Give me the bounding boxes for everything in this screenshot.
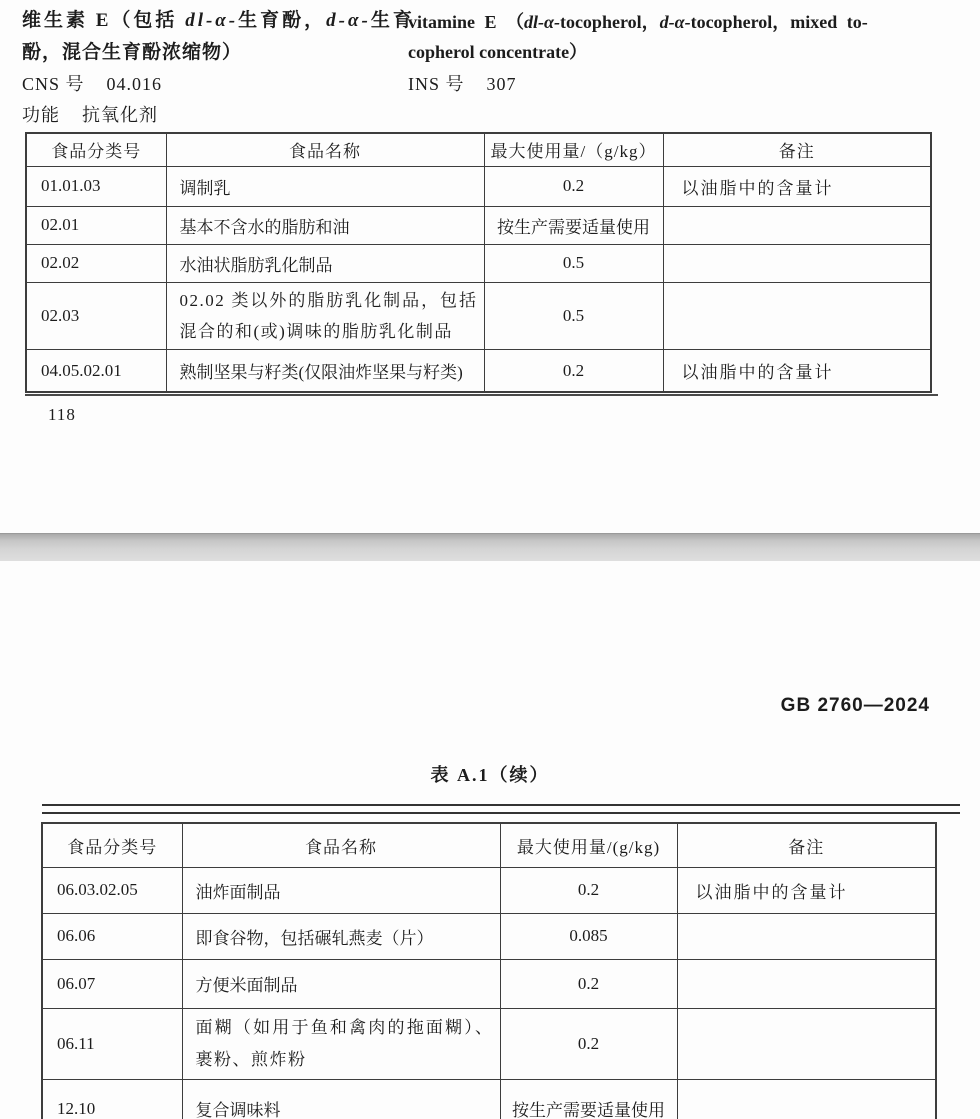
function-label: 功能 bbox=[22, 105, 60, 125]
table-row bbox=[42, 1079, 936, 1119]
max-usage: 按生产需要适量使用 bbox=[500, 1079, 677, 1119]
title-en-dl-alpha: dl-α- bbox=[524, 12, 560, 32]
title-cn-seg5: 生育 bbox=[370, 10, 415, 31]
additive-title-cn-line1 bbox=[22, 5, 415, 32]
column-header-max-usage: 最大使用量/(g/kg) bbox=[500, 823, 677, 867]
column-header-note: 备注 bbox=[677, 823, 936, 867]
max-usage: 按生产需要适量使用 bbox=[484, 206, 663, 244]
table-row bbox=[26, 350, 931, 392]
title-cn-seg1: 维生素 E（包括 bbox=[22, 10, 186, 31]
page-separator bbox=[0, 533, 980, 561]
note bbox=[663, 244, 931, 282]
food-category-code: 06.03.02.05 bbox=[42, 867, 182, 913]
title-en-seg5: tocopherol，mixed to- bbox=[690, 12, 868, 32]
title-en-d-alpha: d-α- bbox=[659, 12, 691, 32]
max-usage: 0.2 bbox=[484, 166, 663, 206]
ins-label: INS 号 bbox=[408, 74, 465, 94]
table-row bbox=[26, 166, 931, 206]
note bbox=[677, 959, 936, 1008]
table-row bbox=[42, 959, 936, 1008]
food-category-code: 06.06 bbox=[42, 913, 182, 959]
table-row bbox=[26, 282, 931, 350]
cns-number-line bbox=[22, 70, 162, 96]
food-name: 即食谷物，包括碾轧燕麦（片） bbox=[182, 913, 500, 959]
max-usage: 0.5 bbox=[484, 244, 663, 282]
table-title: 表 A.1（续） bbox=[430, 765, 550, 785]
title-cn-seg3: 生育酚， bbox=[238, 10, 327, 31]
note bbox=[677, 1008, 936, 1079]
food-name: 基本不含水的脂肪和油 bbox=[166, 206, 484, 244]
food-category-code: 12.10 bbox=[42, 1079, 182, 1119]
note bbox=[677, 1079, 936, 1119]
column-header-food-category: 食品分类号 bbox=[26, 133, 166, 166]
table-row bbox=[42, 1008, 936, 1079]
food-name: 方便米面制品 bbox=[182, 959, 500, 1008]
food-category-code: 04.05.02.01 bbox=[26, 350, 166, 392]
food-category-code: 01.01.03 bbox=[26, 166, 166, 206]
note: 以油脂中的含量计 bbox=[677, 867, 936, 913]
additive-title-en-line1 bbox=[408, 8, 972, 34]
max-usage: 0.085 bbox=[500, 913, 677, 959]
usage-table-page119 bbox=[41, 822, 937, 1119]
food-name: 调制乳 bbox=[166, 166, 484, 206]
column-header-max-usage: 最大使用量/（g/kg） bbox=[484, 133, 663, 166]
column-header-food-name: 食品名称 bbox=[166, 133, 484, 166]
note bbox=[663, 206, 931, 244]
max-usage: 0.2 bbox=[484, 350, 663, 392]
food-name: 熟制坚果与籽类(仅限油炸坚果与籽类) bbox=[166, 350, 484, 392]
page-footer-rule bbox=[25, 394, 938, 396]
additive-title-en-line2: copherol concentrate） bbox=[408, 42, 588, 62]
food-name: 02.02 类以外的脂肪乳化制品，包括混合的和(或)调味的脂肪乳化制品 bbox=[166, 282, 484, 350]
page-number: 118 bbox=[48, 405, 76, 424]
ins-number-line bbox=[408, 70, 517, 96]
food-name: 水油状脂肪乳化制品 bbox=[166, 244, 484, 282]
note: 以油脂中的含量计 bbox=[663, 166, 931, 206]
table-header-row bbox=[42, 823, 936, 867]
column-header-food-category: 食品分类号 bbox=[42, 823, 182, 867]
additive-title-cn-line2: 酚，混合生育酚浓缩物） bbox=[22, 42, 243, 63]
note bbox=[677, 913, 936, 959]
standard-code: GB 2760—2024 bbox=[780, 695, 930, 716]
title-en-seg1: vitamine E （ bbox=[408, 12, 524, 32]
note: 以油脂中的含量计 bbox=[663, 350, 931, 392]
table-row bbox=[26, 244, 931, 282]
usage-table-page118 bbox=[25, 132, 932, 393]
cns-label: CNS 号 bbox=[22, 74, 85, 94]
food-category-code: 06.07 bbox=[42, 959, 182, 1008]
food-name: 复合调味料 bbox=[182, 1079, 500, 1119]
function-line bbox=[22, 101, 158, 127]
note bbox=[663, 282, 931, 350]
title-cn-dl-alpha: dl-α- bbox=[185, 10, 239, 31]
title-cn-d-alpha: d-α- bbox=[326, 10, 371, 31]
food-category-code: 02.02 bbox=[26, 244, 166, 282]
max-usage: 0.2 bbox=[500, 959, 677, 1008]
food-category-code: 02.01 bbox=[26, 206, 166, 244]
cns-value: 04.016 bbox=[106, 74, 163, 94]
table-row bbox=[42, 913, 936, 959]
ins-value: 307 bbox=[486, 74, 517, 94]
max-usage: 0.2 bbox=[500, 867, 677, 913]
max-usage: 0.5 bbox=[484, 282, 663, 350]
food-category-code: 02.03 bbox=[26, 282, 166, 350]
food-category-code: 06.11 bbox=[42, 1008, 182, 1079]
column-header-note: 备注 bbox=[663, 133, 931, 166]
food-name: 面糊（如用于鱼和禽肉的拖面糊）、裹粉、煎炸粉 bbox=[182, 1008, 500, 1079]
function-value: 抗氧化剂 bbox=[82, 105, 158, 125]
table-header-row bbox=[26, 133, 931, 166]
column-header-food-name: 食品名称 bbox=[182, 823, 500, 867]
max-usage: 0.2 bbox=[500, 1008, 677, 1079]
table-row bbox=[42, 867, 936, 913]
food-name: 油炸面制品 bbox=[182, 867, 500, 913]
title-en-seg3: tocopherol， bbox=[559, 12, 660, 32]
section-double-rule bbox=[42, 804, 960, 814]
table-row bbox=[26, 206, 931, 244]
